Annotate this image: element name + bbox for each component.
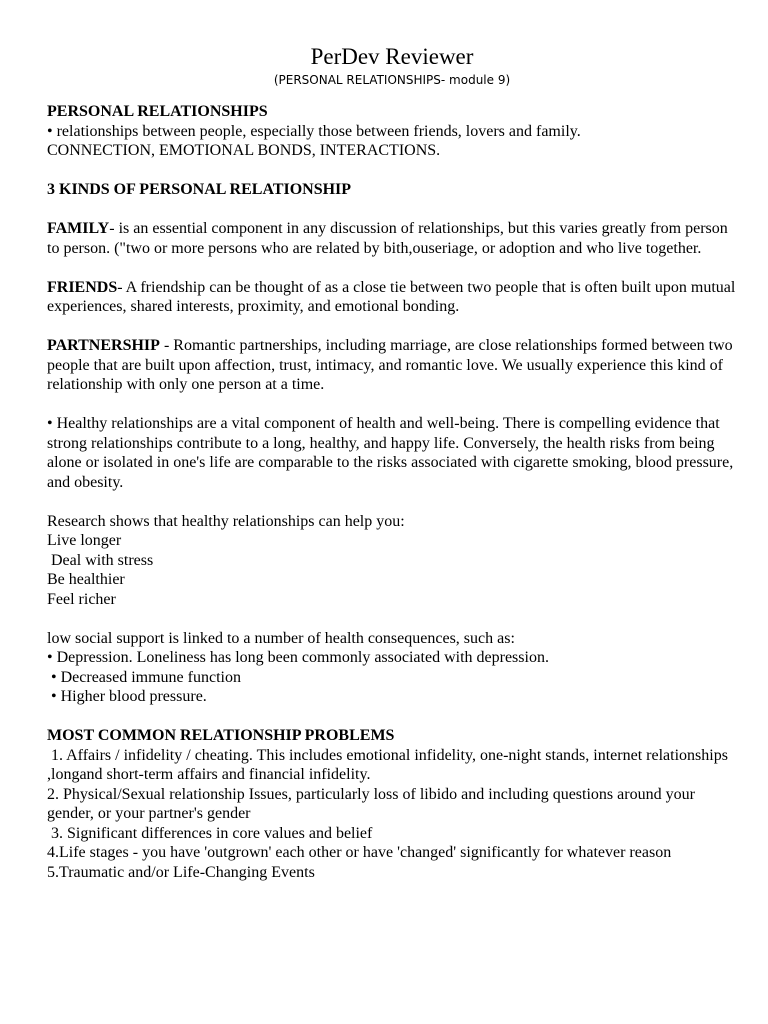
research-intro: Research shows that healthy relationships can help you: xyxy=(47,512,405,530)
friends-term: FRIENDS xyxy=(47,278,118,296)
list-item: Be healthier xyxy=(47,571,125,588)
family-text: - is an essential component in any discussion of relationships, but this varies greatly from person to person. ("two or more persons who are related by bith,ouseriage, or adoption and who live together. xyxy=(47,220,728,257)
low-support-intro: low social support is linked to a number of health consequences, such as: xyxy=(47,629,515,647)
document-page xyxy=(47,42,737,882)
list-item: 5.Traumatic and/or Life-Changing Events xyxy=(47,863,315,881)
partnership-paragraph xyxy=(47,336,737,395)
family-term: FAMILY xyxy=(47,220,110,237)
document-title: PerDev Reviewer xyxy=(310,44,474,69)
section-heading-personal-relationships: PERSONAL RELATIONSHIPS xyxy=(47,103,268,120)
list-item: Feel richer xyxy=(47,590,116,608)
document-subtitle: (PERSONAL RELATIONSHIPS- module 9) xyxy=(273,73,511,87)
family-paragraph xyxy=(47,219,737,258)
list-item: • Higher blood pressure. xyxy=(47,688,207,705)
healthy-paragraph: • Healthy relationships are a vital component of health and well-being. There is compelling evidence that strong relationships contribute to a long, healthy, and happy life. Conversely, the health risks from being alone or isolated in one's life are comparable to the risks associated with cigarette smoking, blood pressure, and obesity. xyxy=(47,415,734,491)
section-heading-kinds: 3 KINDS OF PERSONAL RELATIONSHIP xyxy=(47,181,352,198)
list-item: 1. Affairs / infidelity / cheating. This includes emotional infidelity, one-night stands, internet relationships ,longand short-term affairs and financial infidelity. xyxy=(47,746,732,783)
partnership-text: - Romantic partnerships, including marriage, are close relationships formed between two people that are built upon affection, trust, intimacy, and romantic love. We usually experience this kind of relationship with only one person at a time. xyxy=(47,337,733,393)
list-item: Deal with stress xyxy=(47,551,154,569)
section-heading-problems: MOST COMMON RELATIONSHIP PROBLEMS xyxy=(47,727,395,744)
list-item: 4.Life stages - you have 'outgrown' each other or have 'changed' significantly for whatever reason xyxy=(47,844,672,861)
list-item: • Decreased immune function xyxy=(47,668,241,686)
friends-paragraph xyxy=(47,278,737,317)
list-item: • Depression. Loneliness has long been commonly associated with depression. xyxy=(47,649,549,666)
list-item: Live longer xyxy=(47,532,122,549)
friends-text: - A friendship can be thought of as a close tie between two people that is often built upon mutual experiences, shared interests, proximity, and emotional bonding. xyxy=(47,278,736,315)
list-item: 3. Significant differences in core values and belief xyxy=(47,824,373,842)
definition-line: • relationships between people, especially those between friends, lovers and family. xyxy=(47,122,581,140)
keywords-line: CONNECTION, EMOTIONAL BONDS, INTERACTIONS. xyxy=(47,142,441,159)
partnership-term: PARTNERSHIP xyxy=(47,337,160,354)
list-item: 2. Physical/Sexual relationship Issues, particularly loss of libido and including questions around your gender, or your partner's gender xyxy=(47,785,699,822)
